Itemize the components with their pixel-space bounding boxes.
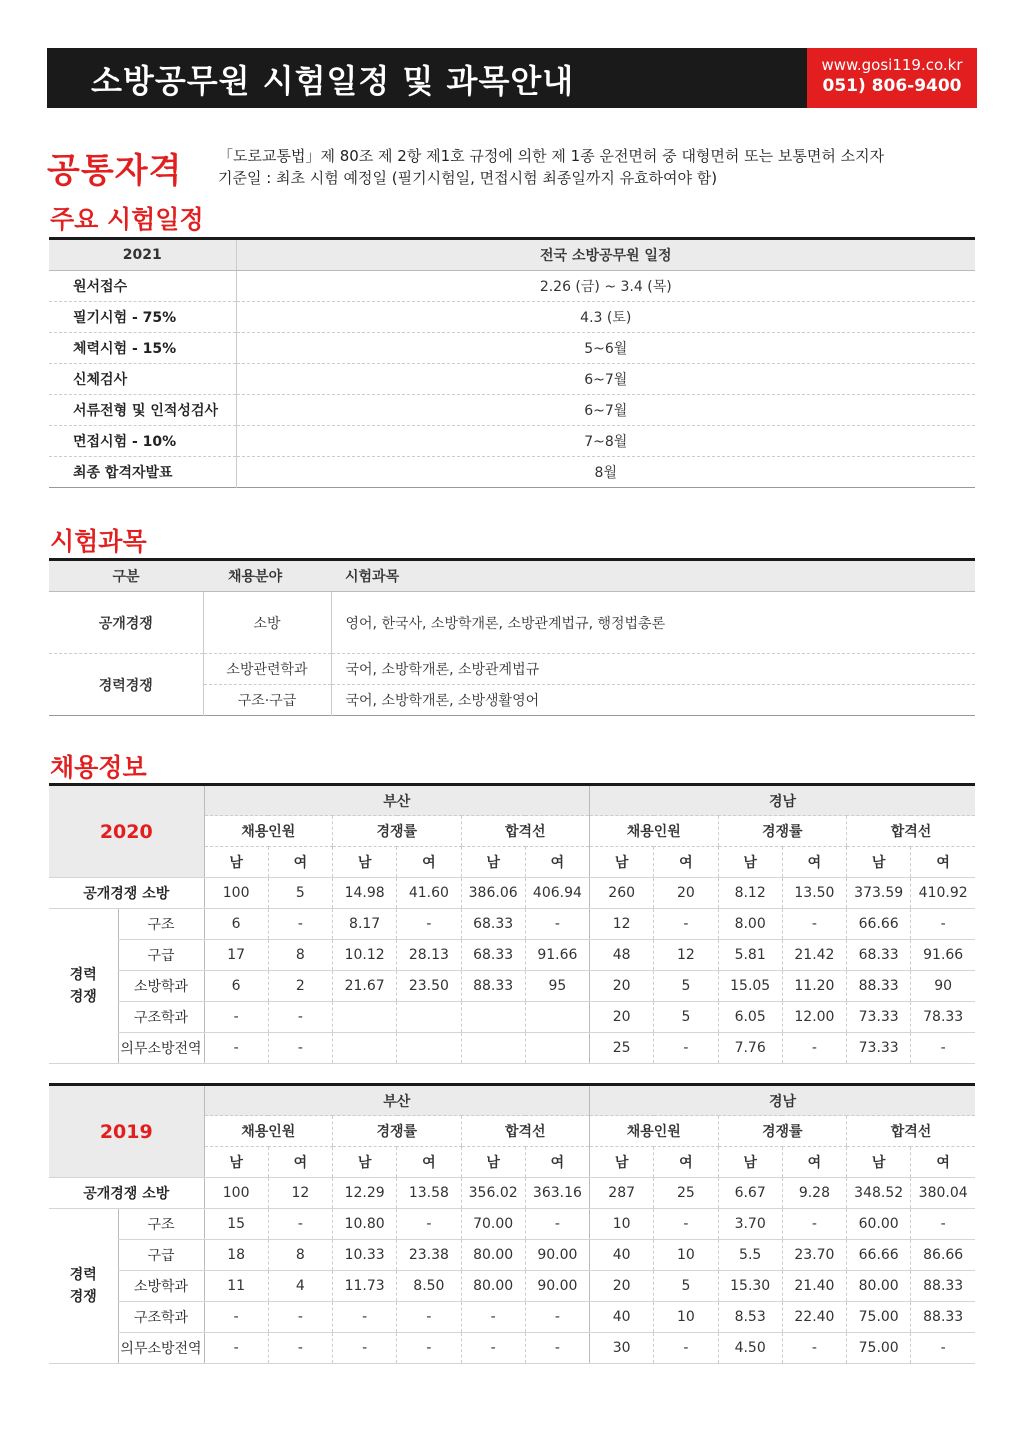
career-label-line-2: 경쟁 — [69, 1289, 97, 1305]
schedule-row-label: 서류전형 및 인적성검사 — [49, 395, 236, 426]
recruit-cell: 11 — [204, 1271, 268, 1302]
recruit-cell — [461, 1033, 525, 1064]
recruit-cell — [397, 1033, 461, 1064]
recruit-cell: 15.30 — [718, 1271, 782, 1302]
recruit-cell: 12 — [268, 1178, 332, 1209]
recruit-cell: 25 — [654, 1178, 718, 1209]
schedule-row-label: 신체검사 — [49, 364, 236, 395]
group-header: 경쟁률 — [718, 1116, 847, 1147]
subjects-header-field: 채용분야 — [203, 560, 331, 592]
recruit-cell: 6 — [204, 909, 268, 940]
recruit-year: 2020 — [49, 785, 204, 878]
recruit-career-row — [49, 1333, 975, 1364]
career-label-line-2: 경쟁 — [69, 989, 97, 1005]
recruit-cell: 8 — [268, 1240, 332, 1271]
schedule-row-label: 원서접수 — [49, 271, 236, 302]
schedule-row-value: 5~6월 — [236, 333, 975, 364]
gender-female: 여 — [397, 1147, 461, 1178]
recruit-cell: 21.42 — [782, 940, 846, 971]
recruit-cell: 380.04 — [911, 1178, 975, 1209]
recruit-cell: 386.06 — [461, 878, 525, 909]
recruit-table-2020 — [49, 783, 975, 1064]
recruit-cell: 5.81 — [718, 940, 782, 971]
subjects-open-list: 영어, 한국사, 소방학개론, 소방관계법규, 행정법총론 — [331, 592, 975, 654]
recruit-cell: 8.00 — [718, 909, 782, 940]
page-title: 소방공무원 시험일정 및 과목안내 — [91, 62, 575, 100]
recruit-cell: 23.50 — [397, 971, 461, 1002]
qualification-title: 공통자격 — [47, 151, 183, 191]
schedule-row-value: 8월 — [594, 465, 617, 481]
recruit-career-row — [49, 909, 975, 940]
recruit-cell: 78.33 — [911, 1002, 975, 1033]
recruit-open-row — [49, 1178, 975, 1209]
recruit-cell: - — [461, 1333, 525, 1364]
recruit-cell: - — [268, 1209, 332, 1240]
recruit-cell: 73.33 — [847, 1033, 911, 1064]
recruit-cell: 8 — [268, 940, 332, 971]
recruit-cell: 75.00 — [847, 1333, 911, 1364]
recruit-cell: 48 — [590, 940, 654, 971]
website-url: www.gosi119.co.kr — [821, 56, 963, 74]
subjects-row-open — [49, 592, 975, 654]
recruit-cell: 6 — [204, 971, 268, 1002]
recruit-cell: - — [204, 1002, 268, 1033]
recruit-career-type: 구급 — [118, 1240, 204, 1271]
recruit-cell: 40 — [590, 1302, 654, 1333]
subjects-open-label: 공개경쟁 — [49, 592, 203, 654]
recruit-cell: 80.00 — [461, 1240, 525, 1271]
recruit-cell: 10 — [654, 1302, 718, 1333]
contact-box — [807, 48, 977, 108]
schedule-row-value: 7~8월 — [236, 426, 975, 457]
recruit-career-row — [49, 1302, 975, 1333]
recruit-cell: - — [268, 909, 332, 940]
qualification-line-2: 기준일 : 최초 시험 예정일 (필기시험일, 면접시험 최종일까지 유효하여야 함) — [218, 169, 718, 187]
recruit-cell: 373.59 — [847, 878, 911, 909]
recruit-region-row — [49, 785, 975, 816]
schedule-row — [49, 364, 975, 395]
schedule-row — [49, 457, 975, 488]
recruit-cell: 12.29 — [333, 1178, 397, 1209]
recruit-cell: 41.60 — [397, 878, 461, 909]
recruit-cell: 40 — [590, 1240, 654, 1271]
recruit-cell: - — [268, 1333, 332, 1364]
gender-male: 남 — [718, 1147, 782, 1178]
schedule-section-title: 주요 시험일정 — [50, 205, 204, 234]
recruit-career-row — [49, 1240, 975, 1271]
recruit-cell: 90 — [911, 971, 975, 1002]
recruit-cell: 20 — [590, 971, 654, 1002]
recruit-cell: 20 — [590, 1271, 654, 1302]
recruit-cell: - — [911, 909, 975, 940]
recruit-cell: 8.12 — [718, 878, 782, 909]
qualification-text — [218, 145, 884, 189]
schedule-row — [49, 395, 975, 426]
subjects-table — [49, 558, 975, 716]
schedule-table — [49, 237, 975, 488]
recruit-cell: 17 — [204, 940, 268, 971]
group-header: 합격선 — [461, 816, 590, 847]
schedule-row-value: 4.3 (토) — [236, 302, 975, 333]
recruit-cell: - — [397, 1302, 461, 1333]
gender-male: 남 — [590, 847, 654, 878]
recruit-career-row — [49, 1271, 975, 1302]
subjects-row-career-1 — [49, 654, 975, 685]
recruit-cell: 260 — [590, 878, 654, 909]
recruit-career-type: 구조학과 — [118, 1302, 204, 1333]
recruit-cell: 12 — [654, 940, 718, 971]
recruit-table-2019 — [49, 1083, 975, 1364]
gender-female: 여 — [397, 847, 461, 878]
recruit-cell: 5 — [654, 1002, 718, 1033]
group-header: 채용인원 — [590, 1116, 719, 1147]
recruit-cell: 88.33 — [911, 1271, 975, 1302]
recruit-cell: - — [525, 1209, 589, 1240]
recruit-open-row — [49, 878, 975, 909]
recruit-cell: - — [525, 909, 589, 940]
gender-female: 여 — [525, 847, 589, 878]
recruit-career-type: 구급 — [118, 940, 204, 971]
subjects-career-list-1: 국어, 소방학개론, 소방관계법규 — [331, 654, 975, 685]
recruit-cell: - — [268, 1302, 332, 1333]
gender-male: 남 — [333, 1147, 397, 1178]
recruit-cell: 11.20 — [782, 971, 846, 1002]
schedule-header-row — [49, 239, 975, 271]
recruit-cell: 95 — [525, 971, 589, 1002]
group-header: 채용인원 — [204, 816, 333, 847]
recruit-cell — [333, 1002, 397, 1033]
gender-male: 남 — [333, 847, 397, 878]
recruit-cell: 10.33 — [333, 1240, 397, 1271]
schedule-row-value: 2.26 (금) ~ 3.4 (목) — [236, 271, 975, 302]
career-label-line-1: 경력 — [69, 967, 97, 983]
group-header: 채용인원 — [204, 1116, 333, 1147]
recruit-career-type: 의무소방전역 — [118, 1033, 204, 1064]
recruit-cell: - — [782, 1333, 846, 1364]
gender-male: 남 — [461, 847, 525, 878]
recruit-cell: 10 — [654, 1240, 718, 1271]
recruit-cell: - — [911, 1209, 975, 1240]
gender-female: 여 — [782, 1147, 846, 1178]
subjects-career-field-2: 구조·구급 — [203, 685, 331, 716]
recruit-cell: 356.02 — [461, 1178, 525, 1209]
recruit-cell: 21.67 — [333, 971, 397, 1002]
recruit-cell: 363.16 — [525, 1178, 589, 1209]
recruit-cell: 5.5 — [718, 1240, 782, 1271]
recruit-cell: 287 — [590, 1178, 654, 1209]
phone-number: 051) 806-9400 — [822, 76, 962, 96]
recruit-cell: 86.66 — [911, 1240, 975, 1271]
recruit-cell: 90.00 — [525, 1240, 589, 1271]
subjects-header-row — [49, 560, 975, 592]
recruit-career-label — [49, 909, 118, 1064]
gender-male: 남 — [590, 1147, 654, 1178]
recruit-cell: 68.33 — [461, 909, 525, 940]
recruit-career-row — [49, 1033, 975, 1064]
subjects-header-category: 구분 — [49, 560, 203, 592]
recruit-cell: 100 — [204, 878, 268, 909]
recruit-section-title: 채용정보 — [50, 753, 147, 782]
recruit-cell: 66.66 — [847, 909, 911, 940]
recruit-cell: - — [911, 1333, 975, 1364]
gender-male: 남 — [204, 1147, 268, 1178]
recruit-cell: - — [654, 909, 718, 940]
recruit-cell: 9.28 — [782, 1178, 846, 1209]
schedule-row — [49, 333, 975, 364]
header-banner — [47, 48, 977, 108]
recruit-cell: 22.40 — [782, 1302, 846, 1333]
recruit-career-type: 소방학과 — [118, 971, 204, 1002]
subjects-section-title: 시험과목 — [50, 527, 147, 556]
recruit-career-type: 구조 — [118, 909, 204, 940]
recruit-career-row — [49, 1002, 975, 1033]
schedule-row-label: 최종 합격자발표 — [49, 457, 236, 488]
recruit-cell: - — [525, 1333, 589, 1364]
recruit-cell: - — [204, 1302, 268, 1333]
schedule-row — [49, 302, 975, 333]
recruit-cell: - — [782, 1209, 846, 1240]
recruit-cell: 88.33 — [461, 971, 525, 1002]
recruit-cell: 10 — [590, 1209, 654, 1240]
recruit-cell: 91.66 — [911, 940, 975, 971]
recruit-year: 2019 — [49, 1085, 204, 1178]
recruit-cell: 88.33 — [847, 971, 911, 1002]
recruit-cell: 88.33 — [911, 1302, 975, 1333]
recruit-cell — [397, 1002, 461, 1033]
recruit-cell: 6.67 — [718, 1178, 782, 1209]
recruit-cell — [461, 1002, 525, 1033]
recruit-open-label: 공개경쟁 소방 — [49, 1178, 204, 1209]
recruit-cell: 12 — [590, 909, 654, 940]
recruit-cell: 15.05 — [718, 971, 782, 1002]
recruit-cell: - — [268, 1002, 332, 1033]
recruit-cell: 25 — [590, 1033, 654, 1064]
recruit-cell — [525, 1002, 589, 1033]
region-gyeongnam: 경남 — [590, 1085, 976, 1116]
recruit-cell: 13.58 — [397, 1178, 461, 1209]
recruit-cell: 91.66 — [525, 940, 589, 971]
group-header: 합격선 — [847, 816, 976, 847]
recruit-cell: 406.94 — [525, 878, 589, 909]
gender-male: 남 — [847, 847, 911, 878]
subjects-open-field: 소방 — [203, 592, 331, 654]
gender-female: 여 — [654, 847, 718, 878]
schedule-row — [49, 426, 975, 457]
recruit-cell: - — [204, 1333, 268, 1364]
recruit-cell: 14.98 — [333, 878, 397, 909]
recruit-cell: 60.00 — [847, 1209, 911, 1240]
gender-male: 남 — [847, 1147, 911, 1178]
schedule-year-header: 2021 — [49, 239, 236, 271]
recruit-cell: 5 — [654, 971, 718, 1002]
recruit-cell: 5 — [654, 1271, 718, 1302]
recruit-cell: - — [782, 909, 846, 940]
recruit-cell: 68.33 — [461, 940, 525, 971]
gender-male: 남 — [461, 1147, 525, 1178]
recruit-cell: 15 — [204, 1209, 268, 1240]
gender-female: 여 — [911, 847, 975, 878]
group-header: 경쟁률 — [333, 816, 462, 847]
recruit-cell: - — [654, 1033, 718, 1064]
recruit-cell: 20 — [590, 1002, 654, 1033]
recruit-cell — [525, 1033, 589, 1064]
recruit-cell: 10.80 — [333, 1209, 397, 1240]
recruit-cell: 13.50 — [782, 878, 846, 909]
recruit-career-row — [49, 940, 975, 971]
recruit-open-label: 공개경쟁 소방 — [49, 878, 204, 909]
schedule-row-value: 6~7월 — [236, 364, 975, 395]
schedule-row-label: 필기시험 - 75% — [49, 302, 236, 333]
subjects-header-subjects: 시험과목 — [331, 560, 975, 592]
schedule-row — [49, 271, 975, 302]
recruit-cell: - — [397, 1209, 461, 1240]
recruit-cell: 18 — [204, 1240, 268, 1271]
recruit-cell: - — [333, 1333, 397, 1364]
recruit-cell: 348.52 — [847, 1178, 911, 1209]
recruit-cell: 23.70 — [782, 1240, 846, 1271]
gender-female: 여 — [525, 1147, 589, 1178]
group-header: 채용인원 — [590, 816, 719, 847]
recruit-career-label — [49, 1209, 118, 1364]
schedule-row-label: 면접시험 - 10% — [49, 426, 236, 457]
schedule-row-value: 6~7월 — [236, 395, 975, 426]
region-busan: 부산 — [204, 785, 590, 816]
recruit-cell: 80.00 — [847, 1271, 911, 1302]
subjects-career-list-2: 국어, 소방학개론, 소방생활영어 — [345, 693, 540, 709]
region-busan: 부산 — [204, 1085, 590, 1116]
recruit-cell: 8.50 — [397, 1271, 461, 1302]
group-header: 경쟁률 — [333, 1116, 462, 1147]
recruit-cell: 20 — [654, 878, 718, 909]
recruit-cell: 10.12 — [333, 940, 397, 971]
schedule-row-label: 체력시험 - 15% — [49, 333, 236, 364]
recruit-cell: 68.33 — [847, 940, 911, 971]
recruit-cell: - — [654, 1333, 718, 1364]
recruit-cell: 4.50 — [718, 1333, 782, 1364]
recruit-cell: 8.17 — [333, 909, 397, 940]
gender-female: 여 — [782, 847, 846, 878]
recruit-cell: - — [397, 909, 461, 940]
recruit-cell: - — [204, 1033, 268, 1064]
recruit-career-type: 구조학과 — [118, 1002, 204, 1033]
group-header: 합격선 — [461, 1116, 590, 1147]
recruit-cell: 8.53 — [718, 1302, 782, 1333]
recruit-region-row — [49, 1085, 975, 1116]
recruit-cell: 75.00 — [847, 1302, 911, 1333]
recruit-cell: 5 — [268, 878, 332, 909]
recruit-cell: 23.38 — [397, 1240, 461, 1271]
recruit-cell: - — [461, 1302, 525, 1333]
recruit-cell: - — [911, 1033, 975, 1064]
recruit-career-type: 의무소방전역 — [118, 1333, 204, 1364]
gender-male: 남 — [204, 847, 268, 878]
career-label-line-1: 경력 — [69, 1267, 97, 1283]
schedule-title-header: 전국 소방공무원 일정 — [236, 239, 975, 271]
subjects-career-label: 경력경쟁 — [49, 654, 203, 716]
recruit-cell: 70.00 — [461, 1209, 525, 1240]
gender-female: 여 — [654, 1147, 718, 1178]
recruit-cell: 3.70 — [718, 1209, 782, 1240]
recruit-cell: - — [397, 1333, 461, 1364]
recruit-cell: 6.05 — [718, 1002, 782, 1033]
recruit-cell: 80.00 — [461, 1271, 525, 1302]
gender-female: 여 — [268, 847, 332, 878]
gender-male: 남 — [718, 847, 782, 878]
recruit-cell: - — [782, 1033, 846, 1064]
gender-female: 여 — [911, 1147, 975, 1178]
group-header: 경쟁률 — [718, 816, 847, 847]
recruit-cell: - — [525, 1302, 589, 1333]
recruit-cell: 100 — [204, 1178, 268, 1209]
recruit-career-row — [49, 971, 975, 1002]
recruit-cell: 66.66 — [847, 1240, 911, 1271]
recruit-cell: 11.73 — [333, 1271, 397, 1302]
gender-female: 여 — [268, 1147, 332, 1178]
recruit-cell: 21.40 — [782, 1271, 846, 1302]
recruit-cell: 30 — [590, 1333, 654, 1364]
recruit-career-type: 소방학과 — [118, 1271, 204, 1302]
recruit-cell: - — [333, 1302, 397, 1333]
recruit-cell: 73.33 — [847, 1002, 911, 1033]
recruit-career-row — [49, 1209, 975, 1240]
subjects-career-field-1: 소방관련학과 — [203, 654, 331, 685]
recruit-cell: 2 — [268, 971, 332, 1002]
recruit-cell: 4 — [268, 1271, 332, 1302]
recruit-cell — [333, 1033, 397, 1064]
recruit-cell: - — [268, 1033, 332, 1064]
recruit-cell: - — [654, 1209, 718, 1240]
qualification-line-1: 「도로교통법」제 80조 제 2항 제1호 규정에 의한 제 1종 운전면허 중 대형면허 또는 보통면허 소지자 — [218, 147, 885, 165]
group-header: 합격선 — [847, 1116, 976, 1147]
region-gyeongnam: 경남 — [590, 785, 976, 816]
recruit-cell: 410.92 — [911, 878, 975, 909]
recruit-career-type: 구조 — [118, 1209, 204, 1240]
recruit-cell: 12.00 — [782, 1002, 846, 1033]
recruit-cell: 90.00 — [525, 1271, 589, 1302]
recruit-cell: 7.76 — [718, 1033, 782, 1064]
recruit-cell: 28.13 — [397, 940, 461, 971]
